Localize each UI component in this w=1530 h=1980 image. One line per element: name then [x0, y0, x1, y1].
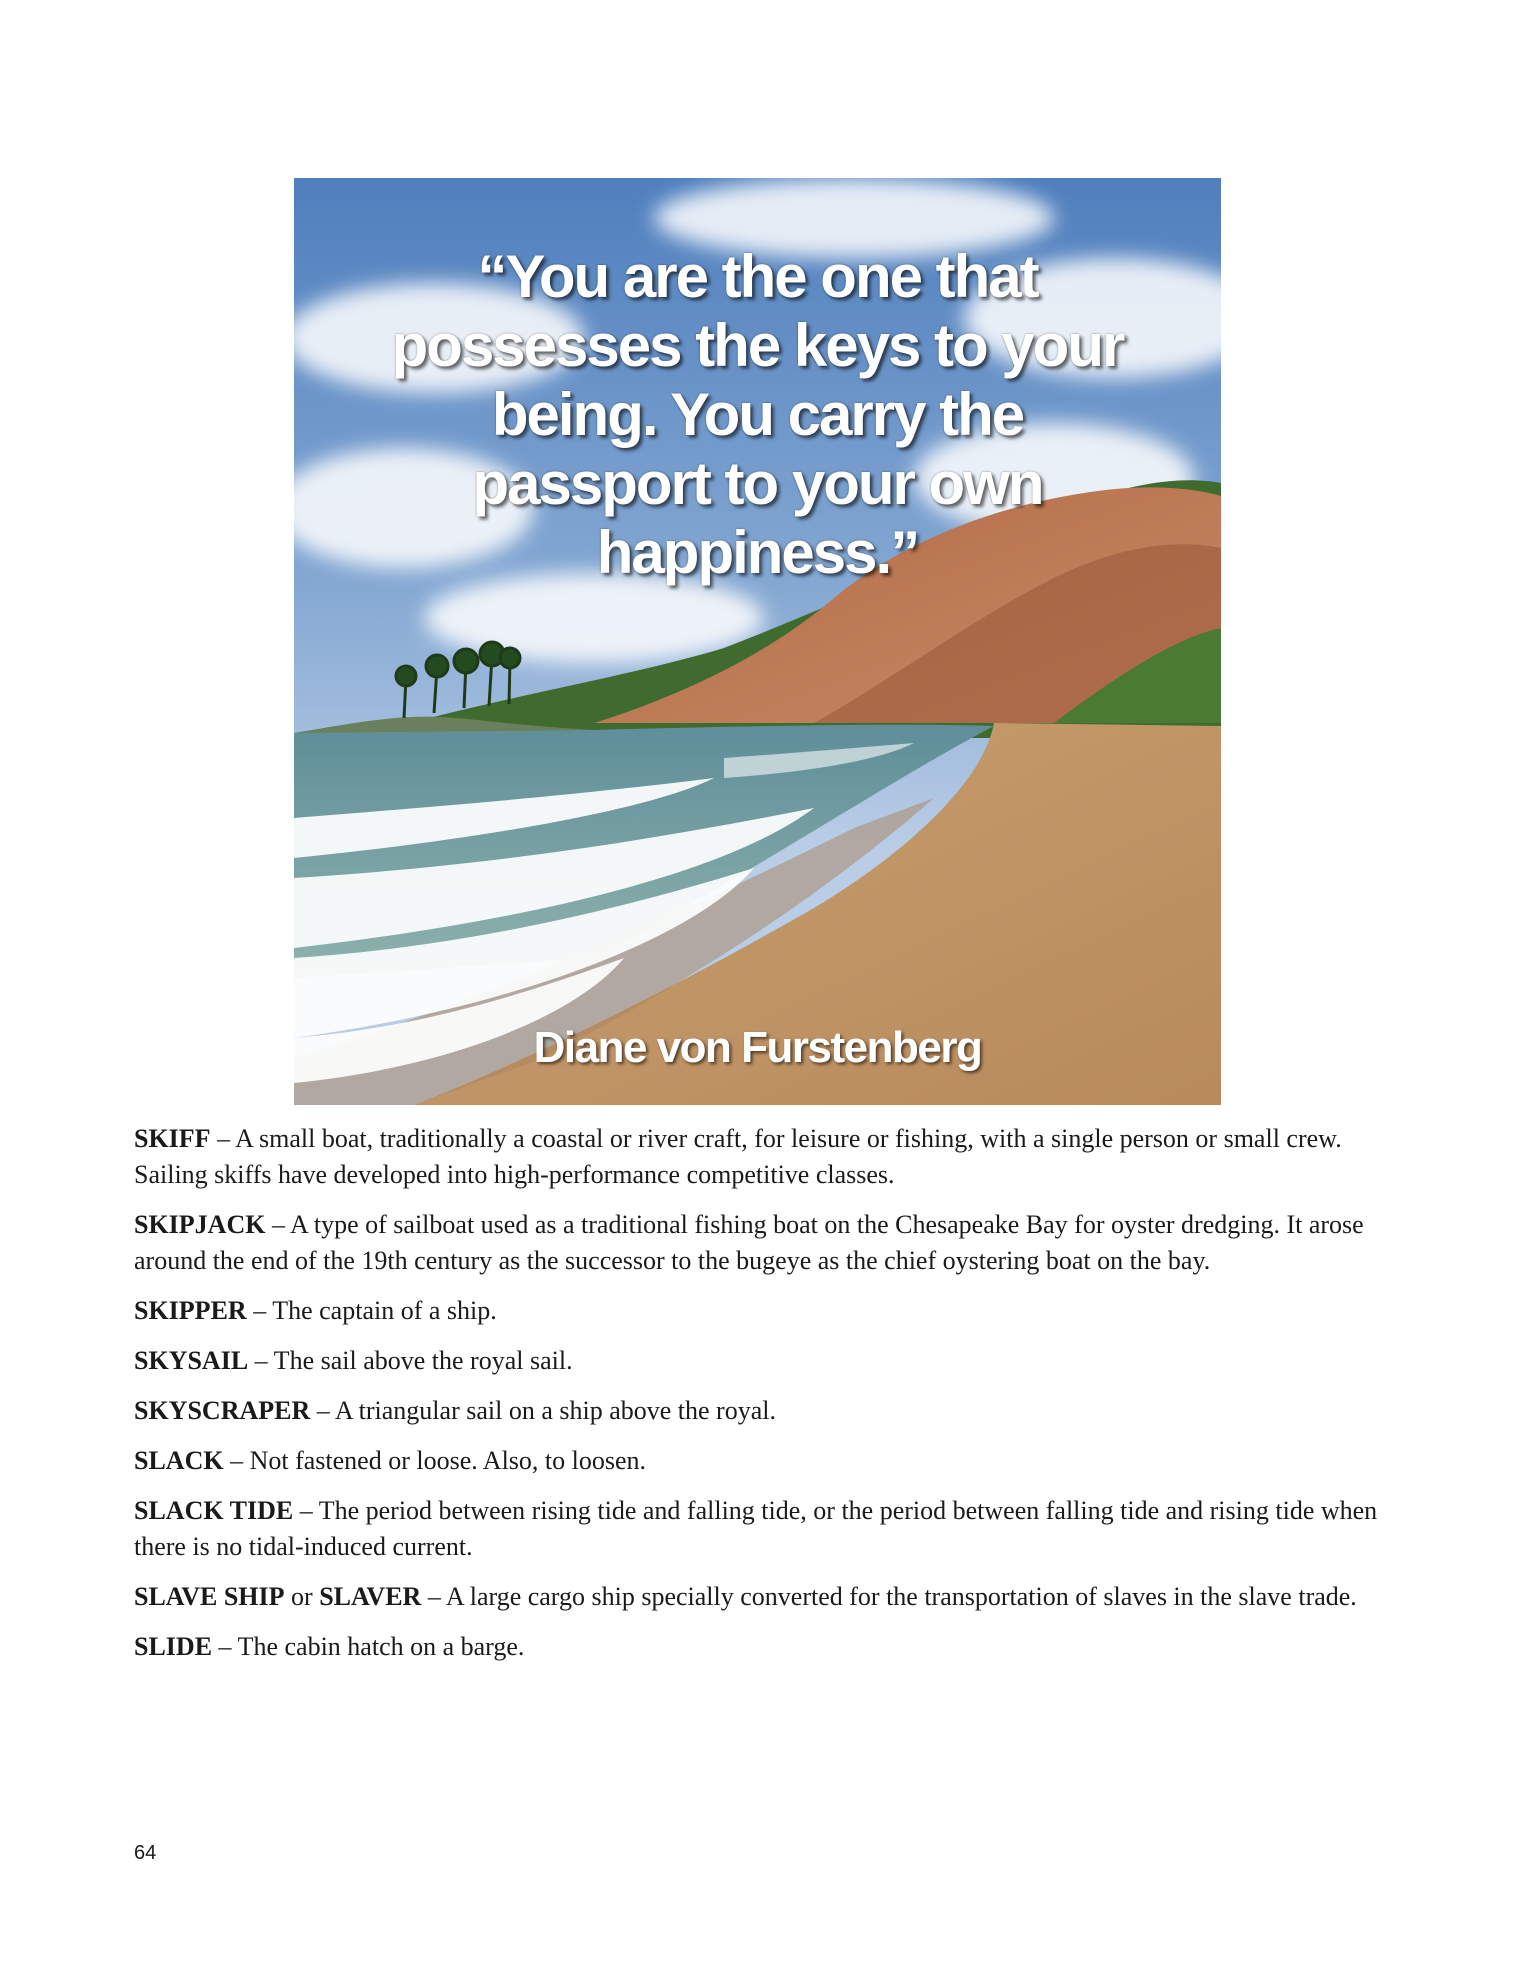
glossary-entry-skyscraper [134, 1393, 1384, 1429]
glossary-term: SKIPJACK [134, 1210, 266, 1239]
glossary-entry-slack-tide [134, 1493, 1384, 1565]
glossary-term: SLIDE [134, 1632, 213, 1661]
glossary-entry-slack [134, 1443, 1384, 1479]
glossary-term: SKIFF [134, 1124, 211, 1153]
glossary-definition: – The cabin hatch on a barge. [212, 1632, 525, 1661]
glossary-term: SKIPPER [134, 1296, 247, 1325]
quote-text: “You are the one that possesses the keys to your being. You carry the passport to your own happiness.” [391, 243, 1124, 586]
page-number: 64 [134, 1842, 157, 1864]
glossary-definition: – Not fastened or loose. Also, to loosen. [223, 1446, 647, 1475]
glossary-entry-slide [134, 1629, 1384, 1665]
glossary-definition: – The period between rising tide and falling tide, or the period between falling tide and rising tide when there is no tidal-induced current. [134, 1496, 1378, 1561]
glossary-term: SLACK [134, 1446, 224, 1475]
glossary-term: SLAVE SHIP [134, 1582, 285, 1611]
glossary-entry-skysail [134, 1343, 1384, 1379]
glossary-definition: – A small boat, traditionally a coastal or river craft, for leisure or fishing, with a single person or small crew. Sailing skiffs have developed into high-performance competitive classes. [134, 1124, 1342, 1189]
glossary-list [134, 1121, 1384, 1679]
glossary-term: SKYSAIL [134, 1346, 249, 1375]
quote-author: Diane von Furstenberg [533, 1023, 982, 1072]
glossary-term: SLACK TIDE [134, 1496, 294, 1525]
glossary-entry-skipper [134, 1293, 1384, 1329]
glossary-term: SKYSCRAPER [134, 1396, 311, 1425]
glossary-definition: – The sail above the royal sail. [248, 1346, 573, 1375]
glossary-entry-skiff [134, 1121, 1384, 1193]
glossary-entry-skipjack [134, 1207, 1384, 1279]
glossary-definition: – A type of sailboat used as a traditional fishing boat on the Chesapeake Bay for oyster dredging. It arose around the end of the 19th century as the successor to the bugeye as the chief oystering boat on the bay. [134, 1210, 1364, 1275]
glossary-connector: or [284, 1582, 320, 1611]
glossary-term-alt: SLAVER [319, 1582, 422, 1611]
glossary-definition: – A large cargo ship specially converted for the transportation of slaves in the slave trade. [421, 1582, 1357, 1611]
quote-image [294, 178, 1221, 1105]
glossary-definition: – A triangular sail on a ship above the royal. [310, 1396, 776, 1425]
glossary-entry-slave-ship [134, 1579, 1384, 1615]
glossary-definition: – The captain of a ship. [246, 1296, 497, 1325]
